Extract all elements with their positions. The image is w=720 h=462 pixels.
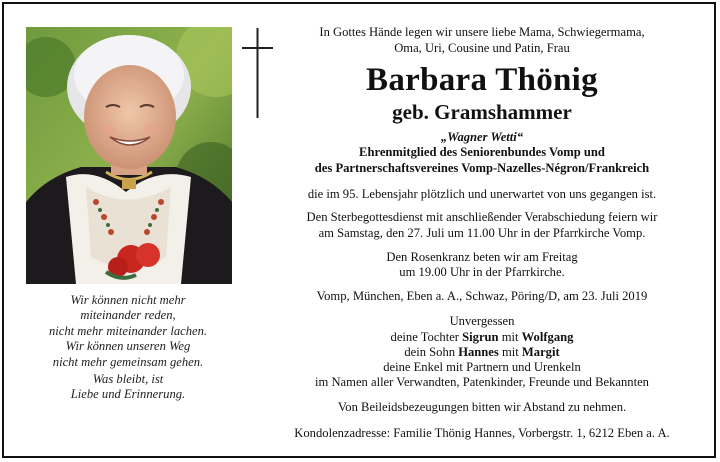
- mourner-daughter: [270, 330, 694, 345]
- death-note: die im 95. Lebensjahr plötzlich und unerwartet von uns gegangen ist.: [307, 187, 657, 201]
- mourner-name: Hannes: [458, 345, 499, 359]
- mourner-text: mit: [498, 345, 522, 359]
- poem-line: Liebe und Erinnerung.: [70, 387, 186, 402]
- place-date: Vomp, München, Eben a. A., Schwaz, Pöring/D, am 23. Juli 2019: [316, 289, 648, 303]
- rosary-line: Den Rosenkranz beten wir am Freitag: [386, 250, 578, 264]
- funeral-line: Den Sterbegottesdienst mit anschließender Verabschiedung feiern wir: [306, 210, 658, 224]
- condolence-request: Von Beileidsbezeugungen bitten wir Abstand zu nehmen.: [337, 400, 627, 414]
- intro-line: Oma, Uri, Cousine und Patin, Frau: [394, 41, 570, 55]
- rosary-line: um 19.00 Uhr in der Pfarrkirche.: [399, 265, 565, 279]
- mourner-text: deine Tochter: [390, 330, 463, 344]
- poem-line: Wir können unseren Weg: [65, 339, 191, 354]
- poem-line: nicht mehr gemeinsam gehen.: [52, 354, 204, 369]
- mourner-name: Margit: [521, 345, 560, 359]
- poem-line: Wir können nicht mehr: [70, 293, 186, 307]
- honor-line: Ehrenmitglied des Seniorenbundes Vomp und: [359, 145, 605, 159]
- funeral-line: am Samstag, den 27. Juli um 11.00 Uhr in der Pfarrkirche Vomp.: [318, 226, 646, 240]
- poem-line: miteinander reden,: [80, 308, 176, 323]
- intro-line: In Gottes Hände legen wir unsere liebe Mama, Schwiegermama,: [319, 25, 645, 39]
- maiden-name: geb. Gramshammer: [392, 100, 572, 124]
- mourner-others: im Namen aller Verwandten, Patenkinder, Freunde und Bekannten: [315, 375, 649, 389]
- poem-line: Was bleibt, ist: [92, 372, 164, 387]
- condolence-address: Kondolenzadresse: Familie Thönig Hannes, Vorbergstr. 1, 6212 Eben a. A.: [294, 426, 670, 440]
- portrait-photo: [26, 27, 232, 284]
- mourner-son: [270, 345, 694, 360]
- poem: [28, 293, 228, 403]
- mourner-text: mit: [498, 330, 522, 344]
- honor-line: des Partnerschaftsvereines Vomp-Nazelles-Négron/Frankreich: [314, 161, 650, 175]
- mourner-name: Wolfgang: [521, 330, 574, 344]
- nickname: „Wagner Wetti“: [440, 130, 524, 144]
- mourner-name: Sigrun: [462, 330, 499, 344]
- poem-line: nicht mehr miteinander lachen.: [48, 323, 208, 338]
- mourner-grandchildren: deine Enkel mit Partnern und Urenkeln: [383, 360, 581, 374]
- deceased-name: Barbara Thönig: [366, 62, 598, 98]
- mourner-text: dein Sohn: [404, 345, 459, 359]
- unforgotten-heading: Unvergessen: [449, 314, 515, 328]
